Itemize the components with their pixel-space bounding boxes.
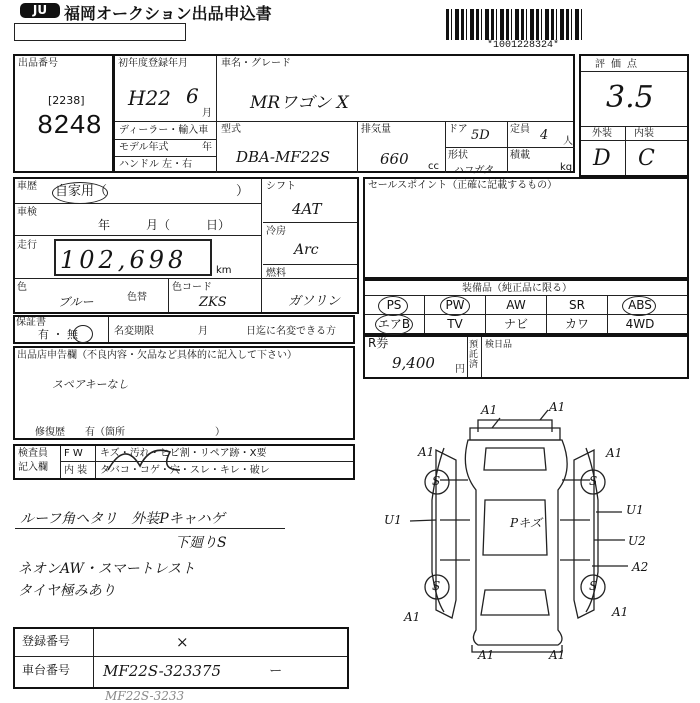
mark-s-front-left: S — [432, 474, 441, 488]
mark-s-rear-left: S — [432, 579, 441, 593]
reg-label: 登録番号 — [22, 634, 71, 648]
inspector-fw: F W — [64, 448, 83, 459]
chassis-dash: ー — [268, 664, 282, 679]
disp-unit: cc — [428, 161, 439, 172]
disp-value: 660 — [380, 150, 409, 168]
period-label: 名変期限 — [114, 326, 154, 337]
usage-label: 車歴 — [17, 181, 37, 192]
mark-s-rear-right: S — [589, 579, 598, 593]
inspector-label-1: 検査員 — [18, 448, 48, 459]
warranty-value: 有 ・ 無 — [38, 328, 78, 341]
carname-label: 車名・グレード — [221, 58, 291, 69]
capacity-label: 定員 — [510, 124, 530, 135]
load-unit: kg — [560, 162, 573, 173]
mark-s-front-right: S — [589, 474, 598, 488]
mileage-value: 102,698 — [60, 246, 188, 274]
mileage-label: 走行 — [17, 240, 37, 251]
equip-4wd: 4WD — [625, 317, 655, 331]
mark-p-scratch: Pキズ — [510, 516, 542, 530]
chassis-value: MF22S-323375 — [103, 662, 222, 680]
chassis-label: 車台番号 — [22, 663, 71, 677]
model-value: DBA-MF22S — [236, 148, 331, 166]
barcode-number: *1001228324* — [487, 40, 560, 51]
lot-number: 8248 — [37, 112, 102, 142]
period-month: 月 — [198, 326, 208, 337]
shift-label: シフト — [266, 181, 296, 192]
color-value: ブルー — [58, 295, 94, 309]
load-label: 積載 — [510, 150, 530, 161]
rticket-unit: 円 — [455, 364, 465, 375]
shift-value: 4AT — [292, 200, 322, 218]
inspector-int: 内 装 — [64, 465, 88, 476]
mark-a2-right: A2 — [632, 560, 649, 574]
year-month: 6 — [186, 84, 199, 108]
mark-a1-top-left: A1 — [481, 403, 498, 417]
usage-value: 自家用（ — [55, 184, 108, 199]
lot-label: 出品番号 — [18, 58, 58, 69]
checkdate-label: 検日品 — [485, 340, 513, 350]
year-era: H22 — [128, 86, 171, 110]
disp-label: 排気量 — [361, 124, 391, 135]
mileage-unit: km — [216, 265, 232, 276]
mark-a1-rear-right: A1 — [549, 648, 566, 662]
mark-a1-right: A1 — [606, 446, 623, 460]
year-month-unit: 月 — [202, 108, 212, 119]
period-note: 日迄に名変できる方 — [246, 326, 336, 337]
usage-close: ） — [236, 184, 250, 199]
reg-value: × — [176, 633, 189, 651]
equip-aw: AW — [506, 298, 526, 312]
handle-label: ハンドル 左・右 — [119, 159, 193, 170]
equip-abs: ABS — [628, 298, 652, 312]
colorcode-label: 色コード — [172, 282, 212, 293]
aircon-label: 冷房 — [266, 226, 286, 237]
carname-value: MRワゴン X — [250, 93, 349, 113]
color-tone-label: 色替 — [127, 292, 147, 303]
mark-u2-right: U2 — [628, 534, 646, 548]
mark-a1-left: A1 — [418, 445, 435, 459]
shape-value: ハコガタ — [453, 165, 493, 176]
inspection-value: 年 月（ 日） — [98, 218, 231, 232]
dealer-notes-label: 出品店申告欄（不良内容・欠品など具体的に記入して下さい） — [17, 350, 297, 361]
note-line-2: 下廻りS — [175, 535, 227, 551]
model-label: 型式 — [221, 124, 241, 135]
shape-label: 形状 — [448, 150, 468, 161]
rticket-value: 9,400 — [392, 354, 435, 372]
colorcode-value: ZKS — [199, 295, 227, 310]
rticket-label: R券 — [368, 336, 389, 350]
capacity-unit: 人 — [563, 136, 573, 147]
dealer-label: ディーラー・輸入車 — [119, 125, 209, 136]
note-line-4: タイヤ極みあり — [18, 583, 116, 599]
ext-label: 外装 — [592, 128, 612, 139]
mark-a1-rear-left: A1 — [478, 648, 495, 662]
eval-label: 評価点 — [595, 59, 643, 70]
lot-sub: [2238] — [48, 94, 85, 107]
equip-pw: PW — [445, 298, 465, 312]
ext-value: D — [593, 146, 611, 171]
brand-logo: JU — [20, 3, 60, 18]
year-label: 初年度登録年月 — [118, 58, 188, 69]
mark-u1-right: U1 — [626, 503, 644, 517]
inspector-row1: キズ・汚れ・ヒビ割・リペア跡・X要 — [100, 448, 267, 459]
equip-leather: カワ — [564, 317, 589, 331]
equip-airbag: エアB — [377, 317, 411, 331]
doors-label: ドア — [448, 124, 468, 135]
form-title: 福岡オークション出品申込書 — [64, 4, 272, 23]
eval-score: 3.5 — [606, 80, 654, 115]
mark-u1-left: U1 — [384, 513, 402, 527]
capacity-value: 4 — [540, 128, 549, 143]
note-line-1: ルーフ角ヘタリ 外装Pキャハゲ — [20, 511, 225, 527]
inspector-label-2: 記入欄 — [18, 462, 48, 473]
equipment-label: 装備品（純正品に限る） — [462, 283, 572, 294]
int-label: 内装 — [634, 128, 654, 139]
aircon-value: Arc — [294, 242, 319, 258]
inspection-label: 車検 — [17, 207, 37, 218]
mark-a1-top-right: A1 — [549, 400, 566, 414]
salespoint-label: セールスポイント（正確に記載するもの） — [368, 180, 558, 191]
recycle-label: 預託済 — [469, 340, 479, 370]
chassis-ghost: MF22S-3233 — [105, 689, 185, 703]
equip-ps: PS — [386, 298, 402, 312]
repair-history: 修復歴 有（箇所 ） — [35, 427, 225, 438]
fuel-value: ガソリン — [288, 294, 341, 309]
doors-value: 5D — [471, 128, 490, 143]
mark-a1-bottom-left: A1 — [404, 610, 421, 624]
equip-tv: TV — [447, 317, 463, 331]
note-line-3: ネオンAW・スマートレスト — [18, 561, 196, 577]
year-unit-label: 年 — [202, 142, 212, 153]
inspector-row2: タバコ・コゲ・穴・スレ・キレ・破レ — [100, 465, 270, 476]
mark-a1-bottom-right: A1 — [612, 605, 629, 619]
color-label: 色 — [17, 282, 27, 293]
dealer-notes-text: スペアキーなし — [52, 378, 129, 391]
fuel-label: 燃料 — [266, 268, 286, 279]
modelyear-label: モデル年式 — [119, 142, 169, 153]
equip-sr: SR — [569, 298, 585, 312]
warranty-label: 保証書 — [16, 317, 46, 328]
int-value: C — [638, 146, 655, 171]
equip-navi: ナビ — [503, 317, 528, 331]
